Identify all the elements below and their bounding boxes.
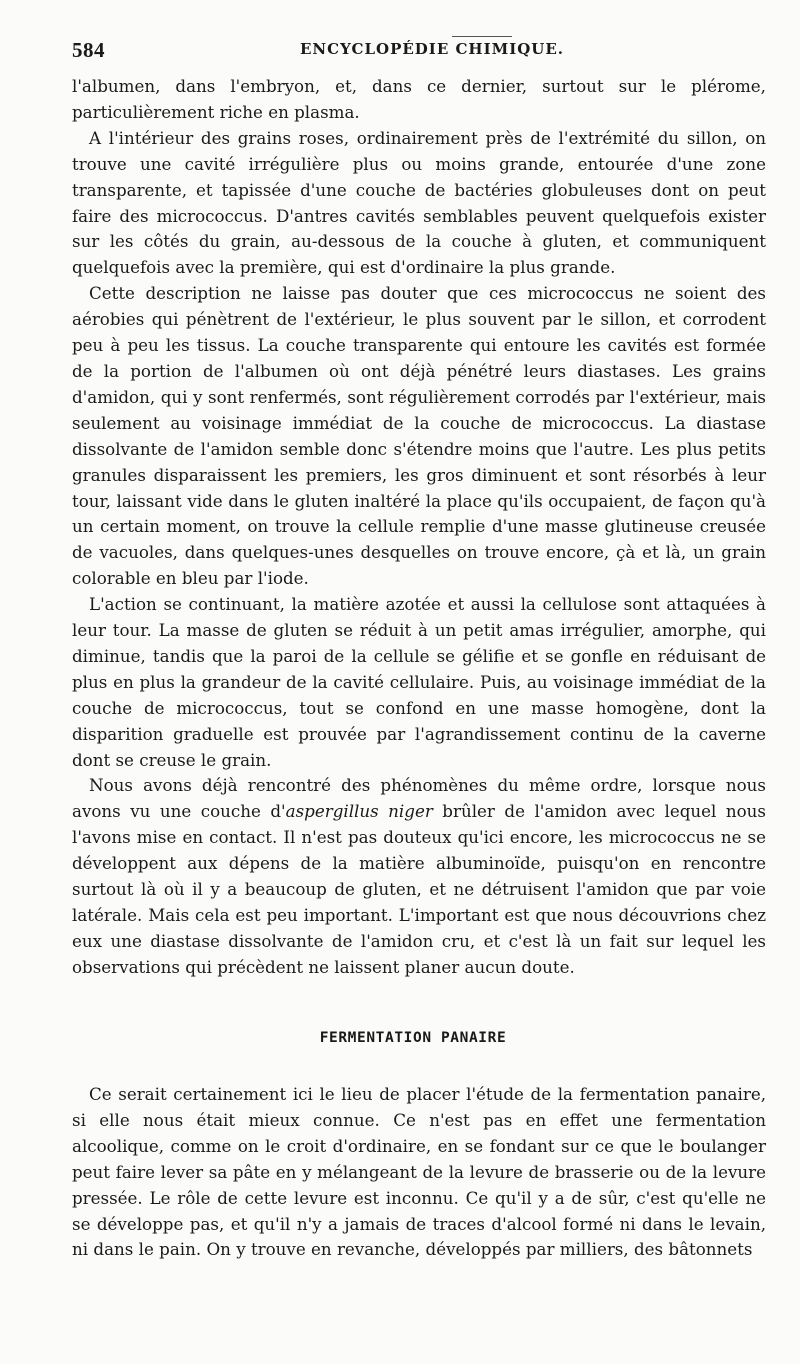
paragraph: L'action se continuant, la matière azotée et aussi la cellulose sont attaquées à leur tour. La masse de gluten se réduit à un petit amas irrégulier, amorphe, qui diminue, tandis que la paroi de la cellule se gélifie et se gonfle en réduisant de plus en plus la grandeur de la cavité cellulaire. Puis, au voisinage immédiat de la couche de micrococcus, tout se confond en une masse homogène, dont la disparition graduelle est prouvée par l'agrandissement continu de la caverne dont se creuse le grain. <box>72 594 766 770</box>
page-number: 584 <box>72 38 105 62</box>
paragraph: Ce serait certainement ici le lieu de placer l'étude de la fermentation panaire, si elle nous était mieux connue. Ce n'est pas en effet une fermentation alcoolique, comme on le croit d'ordinaire, en se fondant sur ce que le boulanger peut faire lever sa pâte en y mélangeant de la levure de brasserie ou de la levure pressée. Le rôle de cette levure est inconnu. Ce qu'il y a de sûr, c'est qu'elle ne se développe pas, et qu'il n'y a jamais de traces d'alcool formé ni dans le levain, ni dans le pain. On y trouve en revanche, développés par milliers, des bâtonnets <box>72 1084 766 1260</box>
paragraph: l'albumen, dans l'embryon, et, dans ce dernier, surtout sur le plérome, particulièrement riche en plasma. <box>72 76 766 122</box>
page-header <box>72 36 766 66</box>
running-title: ENCYCLOPÉDIE CHIMIQUE. <box>300 40 565 58</box>
paragraph: A l'intérieur des grains roses, ordinairement près de l'extrémité du sillon, on trouve une cavité irrégulière plus ou moins grande, entourée d'une zone transparente, et tapissée d'une couche de bactéries globuleuses dont on peut faire des micrococcus. D'antres cavités semblables peuvent quelquefois exister sur les côtés du grain, au-dessous de la couche à gluten, et communiquent quelquefois avec la première, qui est d'ordinaire la plus grande. <box>72 127 766 278</box>
paragraph: Cette description ne laisse pas douter que ces micrococcus ne soient des aérobies qui pénètrent de l'extérieur, le plus souvent par le sillon, et corrodent peu à peu les tissus. La couche transparente qui entoure les cavités est formée de la portion de l'albumen où ont déjà pénétré leurs diastases. Les grains d'amidon, qui y sont renfermés, sont régulièrement corrodés par l'extérieur, mais seulement au voisinage immédiat de la couche de micrococcus. La diastase dissolvante de l'amidon semble donc s'étendre moins que l'autre. Les plus petits granules disparaissent les premiers, les gros diminuent et sont résorbés à leur tour, laissant vide dans le gluten inaltéré la place qu'ils occupaient, de façon qu'à un certain moment, on trouve la cellule remplie d'une masse glutineuse creusée de vacuoles, dans quelques-unes desquelles on trouve encore, çà et là, un grain colorable en bleu par l'iode. <box>72 283 766 589</box>
section-title: FERMENTATION PANAIRE <box>319 1030 507 1046</box>
section-body <box>72 1082 766 1263</box>
species-name: aspergillus niger <box>285 801 433 822</box>
paragraph-aspergillus <box>72 773 766 980</box>
paragraph-text: Nous avons déjà rencontré des phénomènes du même ordre, lorsque nous avons vu une couche d' <box>72 775 766 822</box>
header-rule <box>452 36 512 37</box>
paragraph-text: brûler de l'amidon avec lequel nous l'avons mise en contact. Il n'est pas douteux qu'ici encore, les micrococcus ne se développent aux dépens de la matière albuminoïde, puisqu'on en rencontre surtout là où il y a beaucoup de gluten, et ne détruisent l'amidon que par voie latérale. Mais cela est peu important. L'important est que nous découvrions chez eux une diastase dissolvante de l'amidon cru, et c'est là un fait sur lequel les observations qui précèdent ne laissent planer aucun doute. <box>72 801 766 977</box>
body-text <box>72 74 766 981</box>
